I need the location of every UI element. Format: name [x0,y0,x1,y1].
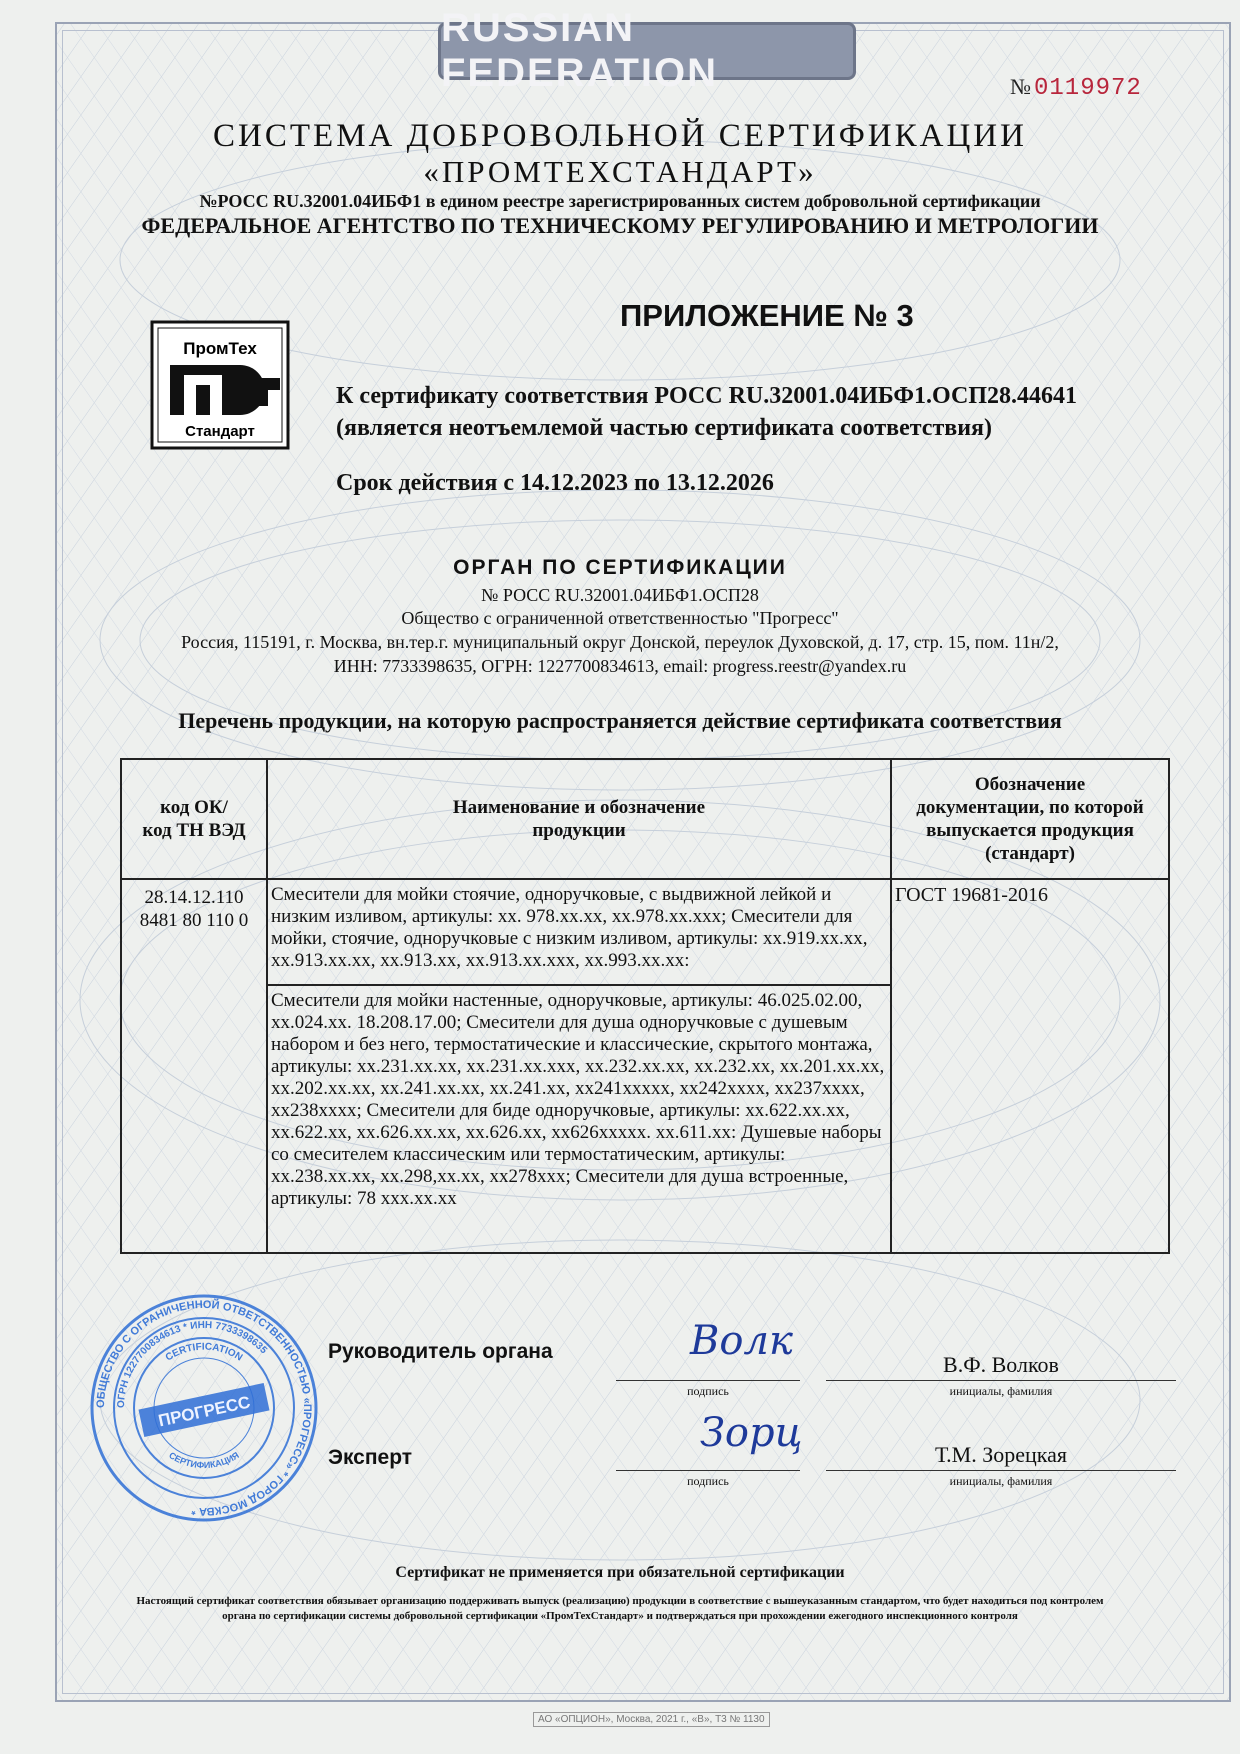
registry-line: №РОСС RU.32001.04ИБФ1 в едином реестре зарегистрированных систем добровольной сертификации [199,191,1041,211]
head-signature-line [616,1380,800,1381]
system-title: СИСТЕМА ДОБРОВОЛЬНОЙ СЕРТИФИКАЦИИ [213,118,1027,154]
header-name: Наименование и обозначение продукции [267,759,891,879]
expert-name-caption: инициалы, фамилия [949,1474,1053,1488]
expert-signature-line [616,1470,800,1471]
system-name: «ПРОМТЕХСТАНДАРТ» [423,154,817,189]
cert-ref-line1: К сертификату соответствия РОСС RU.32001.04ИБФ1.ОСП28.44641 [336,383,1077,409]
certification-body-title: ОРГАН ПО СЕРТИФИКАЦИИ [453,556,787,579]
head-name-line [826,1380,1176,1381]
footer-fine-print: Настоящий сертификат соответствия обязывает организацию поддерживать выпуск (реализацию) продукции в соответствие с вышеуказанным стандартом, что будет находиться под контролем органа по сертификации системы добровольной сертификации «ПромТехСтандарт» и подтверждаться при прохождении ежегодного инспекционного контроля [136,1595,1104,1622]
description-part2: Смесители для мойки настенные, одноручковые, артикулы: 46.025.02.00, xx.024.xx. 18.208.17.00; Смесители для душа одноручковые с душевым набором и без него, термостатические и классические, скрытого монтажа, артикулы: xx.231.xx.xx, xx.231.xx.xxx, xx.232.xx.xx, xx.232.xx, xx.201.xx.xx, xx.202.xx.xx, xx.241.xx.xx, xx.241.xx, xx241xxxxx, xx242xxxx, xx237xxxx, xx238xxxx; Смесители для биде одноручковые, артикулы: xx.622.xx.xx, xx.622.xx, xx.626.xx.xx, xx.626.xx, xx626xxxxx. xx.611.xx: Душевые наборы со смесителем классическим или термостатическим, артикулы: xx.238.xx.xx, xx.298,xx.xx, xx278xxx; Смесители для душа встроенные, артикулы: 78 xxx.xx.xx [267,985,891,1253]
header-code: код ОК/ код ТН ВЭД [121,759,267,879]
certification-body-number: № РОСС RU.32001.04ИБФ1.ОСП28 [481,585,759,605]
expert-signature-caption: подпись [687,1474,729,1488]
head-name-caption: инициалы, фамилия [949,1384,1053,1398]
banner: RUSSIAN FEDERATION [438,22,856,80]
expert-name: Т.М. Зорецкая [934,1442,1068,1467]
certification-body-address: Россия, 115191, г. Москва, вн.тер.г. муниципальный округ Донской, переулок Духовской, д. 17, стр. 15, пом. 11н/2, [181,632,1059,652]
company-stamp [88,1292,320,1524]
table-row [121,879,1169,985]
certification-body-company: Общество с ограниченной ответственностью "Прогресс" [401,608,839,628]
agency: ФЕДЕРАЛЬНОЕ АГЕНТСТВО ПО ТЕХНИЧЕСКОМУ РЕГУЛИРОВАНИЮ И МЕТРОЛОГИИ [141,213,1099,238]
certification-body-contacts: ИНН: 7733398635, ОГРН: 1227700834613, email: progress.reestr@yandex.ru [333,656,907,676]
expert-name-line [826,1470,1176,1471]
serial-digits: 0119972 [1034,75,1142,102]
promtech-logo [150,320,290,450]
stamp-top-arc: CERTIFICATION [163,1341,245,1364]
description-part1: Смесители для мойки стоячие, одноручковые, с выдвижной лейкой и низким изливом, артикулы: xx. 978.xx.xx, xx.978.xx.xxx; Смесители для мойки, стоячие, одноручковые с низким изливом, артикулы: xx.919.xx.xx, xx.913.xx.xx, xx.913.xx, xx.913.xx.xxx, xx.993.xx.xx: [267,879,891,985]
products-list-title: Перечень продукции, на которую распространяется действие сертификата соответствия [178,708,1062,733]
appendix-title: ПРИЛОЖЕНИЕ № 3 [620,298,914,333]
head-signature: Волк [690,1318,793,1364]
certificate-reference [336,380,1077,444]
expert-label: Эксперт [328,1446,413,1469]
stamp-bottom-arc: СЕРТИФИКАЦИЯ [167,1450,241,1471]
serial-number [1010,74,1142,102]
standard-cell: ГОСТ 19681-2016 [891,879,1169,1253]
code-tnved: 8481 80 110 0 [139,910,249,931]
header-standard: Обозначение документации, по которой выпускается продукция (стандарт) [891,759,1169,879]
table-header-row [121,759,1169,879]
svg-text:СЕРТИФИКАЦИЯ [167,1450,241,1470]
serial-prefix: № [1010,74,1032,99]
code-ok: 28.14.12.110 [144,887,244,908]
footer-notice: Сертификат не применяется при обязательной сертификации [395,1564,845,1581]
logo-top-text: ПромТех [183,339,257,358]
printer-imprint: АО «ОПЦИОН», Москва, 2021 г., «В», Т3 № 1130 [533,1712,770,1727]
stamp-center-text: ПРОГРЕСС [156,1392,252,1431]
expert-signature: Зорц [700,1410,803,1456]
validity-period: Срок действия с 14.12.2023 по 13.12.2026 [336,470,774,496]
products-table [120,758,1170,1254]
logo-bottom-text: Стандарт [185,423,255,440]
head-label: Руководитель органа [328,1340,553,1363]
head-name: В.Ф. Волков [943,1352,1059,1377]
cert-ref-line2: (является неотъемлемой частью сертификата соответствия) [336,415,993,441]
stamp-inner-ring: ОГРН 1227700834613 * ИНН 7733398635 [115,1319,269,1409]
code-cell [121,879,267,1253]
head-signature-caption: подпись [687,1384,729,1398]
stamp-outer-ring: ОБЩЕСТВО С ОГРАНИЧЕННОЙ ОТВЕТСТВЕННОСТЬЮ «ПРОГРЕСС» * ГОРОД МОСКВА * [94,1298,314,1518]
